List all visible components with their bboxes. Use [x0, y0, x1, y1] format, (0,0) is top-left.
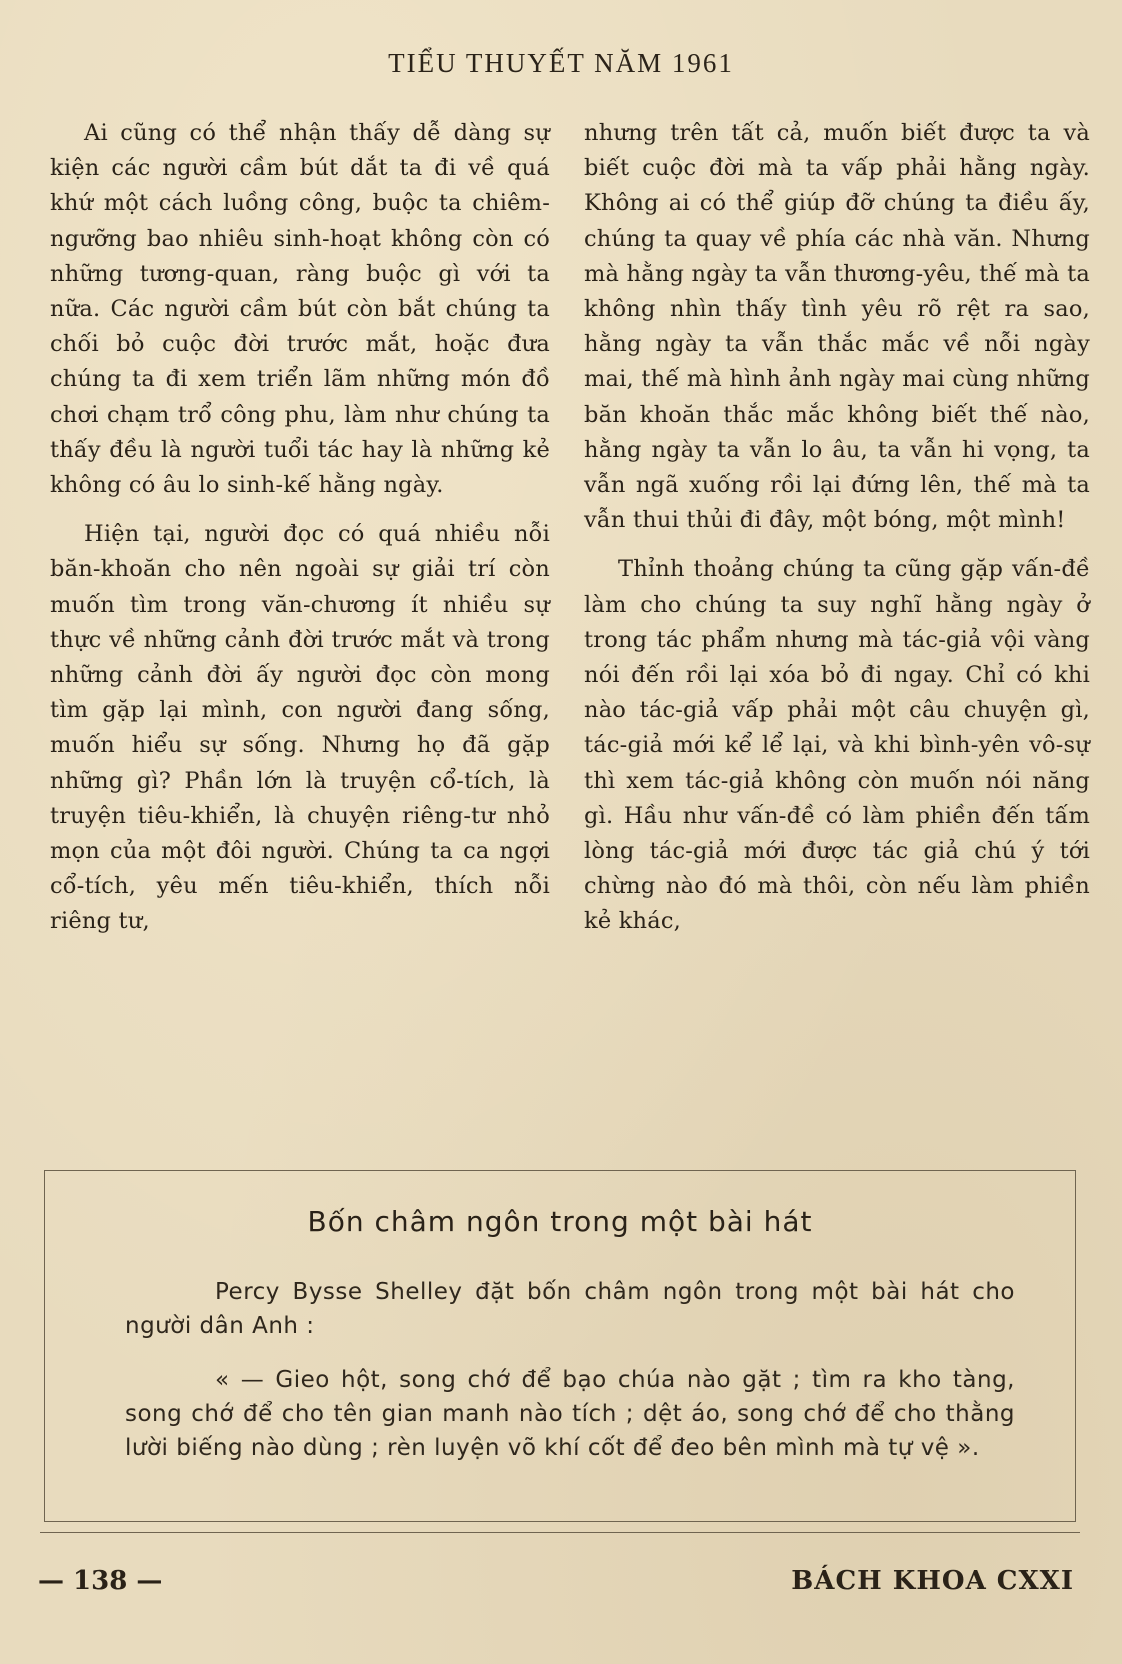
journal-issue: BÁCH KHOA CXXI [791, 1566, 1074, 1596]
box-title: Bốn châm ngôn trong một bài hát [307, 1205, 813, 1238]
left-paragraph-2: Hiện tại, người đọc có quá nhiều nỗi băn-khoăn cho nên ngoài sự giải trí còn muốn tìm trong văn-chương ít nhiều sự thực về những cảnh đời trước mắt và trong những cảnh đời ấy người đọc còn mong tìm gặp lại mình, con người đang sống, muốn hiểu sự sống. Nhưng họ đã gặp những gì? Phần lớn là truyện cổ-tích, là truyện tiêu-khiển, là chuyện riêng-tư nhỏ mọn của một đôi người. Chúng ta ca ngợi cổ-tích, yêu mến tiêu-khiển, thích nỗi riêng tư, [50, 521, 550, 935]
box-quote: « — Gieo hột, song chớ để bạo chúa nào gặt ; tìm ra kho tàng, song chớ để cho tên gian manh nào tích ; dệt áo, song chớ để cho thằng lười biếng nào dùng ; rèn luyện võ khí cốt để đeo bên mình mà tự vệ ». [125, 1367, 1015, 1461]
box-intro: Percy Bysse Shelley đặt bốn châm ngôn trong một bài hát cho người dân Anh : [125, 1279, 1015, 1339]
right-column [584, 116, 1090, 940]
sidebar-box [44, 1170, 1076, 1522]
right-paragraph-2: Thỉnh thoảng chúng ta cũng gặp vấn-đề làm cho chúng ta suy nghĩ hằng ngày ở trong tác phẩm nhưng mà tác-giả vội vàng nói đến rồi lại xóa bỏ đi ngay. Chỉ có khi nào tác-giả vấp phải một câu chuyện gì, tác-giả mới kể lể lại, và khi bình-yên vô-sự thì xem tác-giả không còn muốn nói năng gì. Hầu như vấn-đề có làm phiền đến tấm lòng tác-giả mới được tác giả chú ý tới chừng nào đó mà thôi, còn nếu làm phiền kẻ khác, [584, 556, 1090, 935]
right-paragraph-1: nhưng trên tất cả, muốn biết được ta và biết cuộc đời mà ta vấp phải hằng ngày. Không ai có thể giúp đỡ chúng ta điều ấy, chúng ta quay về phía các nhà văn. Nhưng mà hằng ngày ta vẫn thương-yêu, thế mà ta không nhìn thấy tình yêu rõ rệt ra sao, hằng ngày ta vẫn thắc mắc về nỗi ngày mai, thế mà hình ảnh ngày mai cùng những băn khoăn thắc mắc không biết thế nào, hằng ngày ta vẫn lo âu, ta vẫn hi vọng, ta vẫn ngã xuống rồi lại đứng lên, thế mà ta vẫn thui thủi đi đây, một bóng, một mình! [584, 120, 1090, 534]
left-column [50, 116, 550, 940]
bottom-divider [40, 1532, 1080, 1533]
page-number: — 138 — [38, 1566, 163, 1596]
left-paragraph-1: Ai cũng có thể nhận thấy dễ dàng sự kiện các người cầm bút dắt ta đi về quá khứ một cách luồng công, buộc ta chiêm-ngưỡng bao nhiêu sinh-hoạt không còn có những tương-quan, ràng buộc gì với ta nữa. Các người cầm bút còn bắt chúng ta chối bỏ cuộc đời trước mắt, hoặc đưa chúng ta đi xem triển lãm những món đồ chơi chạm trổ công phu, làm như chúng ta thấy đều là người tuổi tác hay là những kẻ không có âu lo sinh-kế hằng ngày. [50, 120, 550, 499]
running-header: TIỂU THUYẾT NĂM 1961 [388, 48, 734, 78]
